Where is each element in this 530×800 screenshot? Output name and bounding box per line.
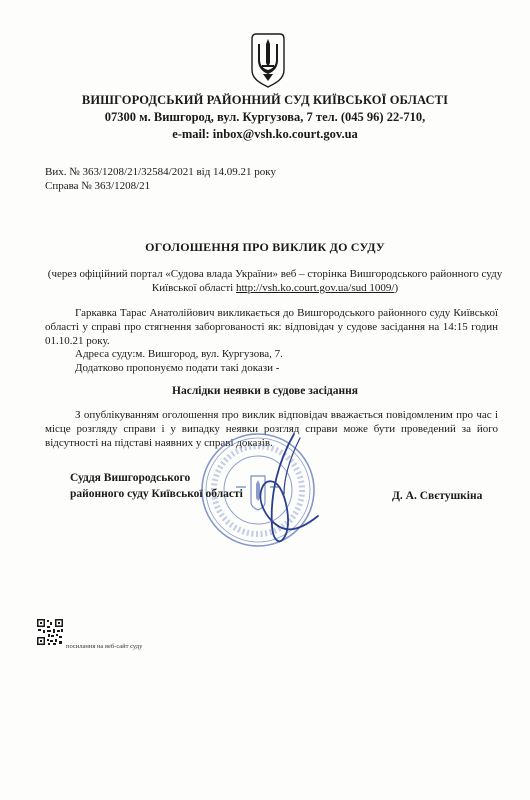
consequences-heading: Наслідки неявки в судове засідання	[172, 385, 358, 397]
court-name: ВИШГОРОДСЬКИЙ РАЙОННИЙ СУД КИЇВСЬКОЇ ОБЛАСТІ	[81, 93, 449, 107]
document-title: ОГОЛОШЕННЯ ПРО ВИКЛИК ДО СУДУ	[145, 240, 385, 254]
trident-icon	[250, 30, 286, 88]
judge-title-line2: районного суду Київської області	[70, 488, 243, 500]
portal-note	[40, 267, 510, 295]
qr-code-label: посилання на веб-сайт суду	[66, 643, 143, 650]
court-address: 07300 м. Вишгород, вул. Кургузова, 7 тел. (045 96) 22-710,	[104, 110, 426, 124]
judge-name: Д. А. Свєтушкіна	[392, 490, 483, 502]
portal-link[interactable]: http://vsh.ko.court.gov.ua/sud 1009/	[235, 282, 395, 294]
portal-note-text: (через офіційний портал «Судова влада України» веб – сторінка Вишгородського районного суду Київської області	[47, 268, 503, 294]
portal-note-close: )	[394, 282, 399, 294]
judge-title	[70, 470, 260, 502]
summons-text: Гаркавка Тарас Анатолійович викликається до Вишгородського районного суду Київської області у справі про стягнення заборгованості як: відповідач у судове засідання на 14:15 годин 01.10.21 року.	[45, 307, 498, 347]
court-email: e-mail: inbox@vsh.ko.court.gov.ua	[172, 127, 358, 141]
additional-evidence-text: Додатково пропонуємо подати такі докази -	[75, 362, 280, 374]
case-number: Справа № 363/1208/21	[45, 180, 151, 192]
qr-code-icon[interactable]	[36, 618, 64, 646]
judge-title-line1: Суддя Вишгородського	[70, 472, 191, 484]
outgoing-number: Вих. № 363/1208/21/32584/2021 від 14.09.21 року	[45, 166, 276, 178]
consequences-text: З опублікуванням оголошення про виклик відповідач вважається повідомленим про час і місце розгляду справи і у випадку неявки розгляд справи може бути проведений за його відсутності на підставі наявних у справі доказів.	[45, 409, 498, 449]
court-address-text: Адреса суду:м. Вишгород, вул. Кургузова, 7.	[75, 348, 283, 360]
